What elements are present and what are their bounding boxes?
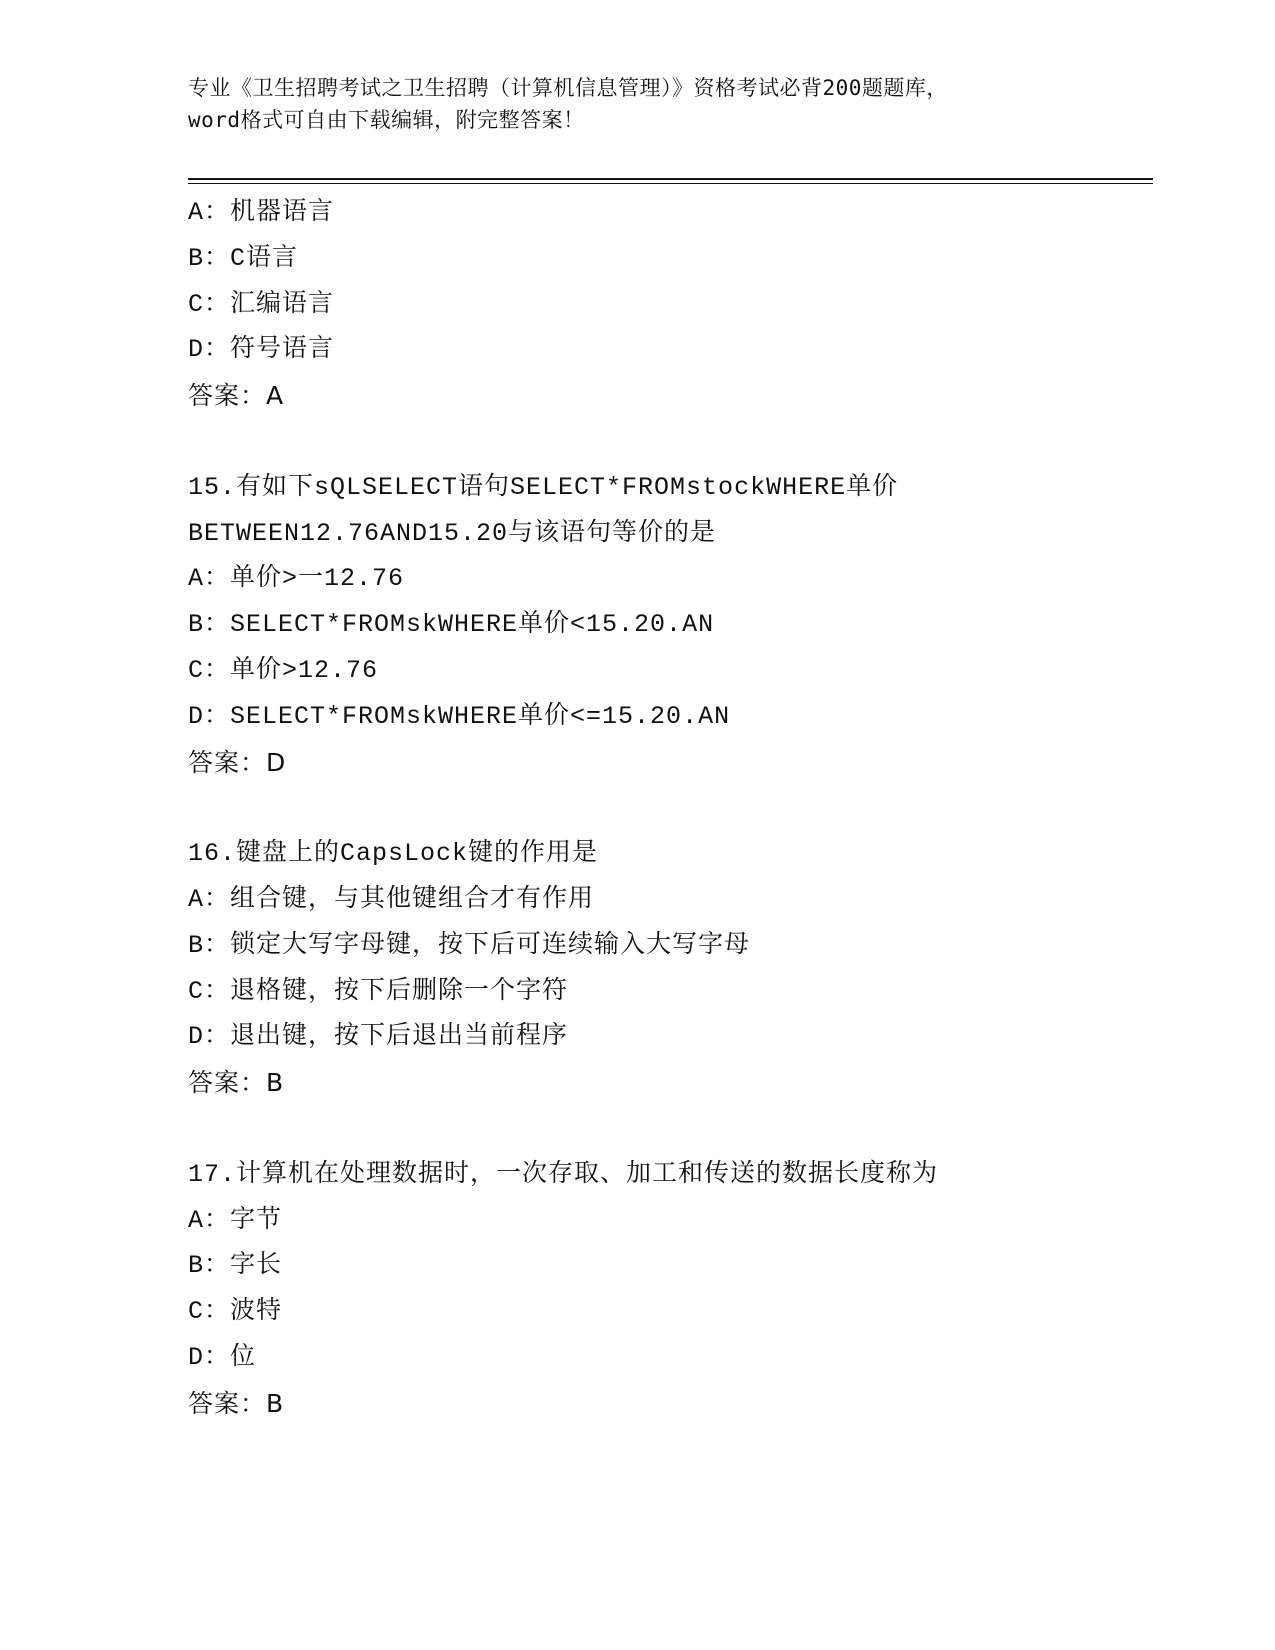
option-a: A：字节 [188,1205,283,1235]
option-c: C：退格键，按下后删除一个字符 [188,976,569,1006]
spacer [188,785,1153,831]
option-d: D：位 [188,1342,257,1372]
option-c: C：波特 [188,1297,283,1327]
option-a: A：组合键，与其他键组合才有作用 [188,884,595,914]
question-17 [188,1152,1153,1427]
option-d: D：退出键，按下后退出当前程序 [188,1022,569,1052]
header-line-1: 专业《卫生招聘考试之卫生招聘（计算机信息管理）》资格考试必背200题题库， [188,76,948,100]
question-fragment [188,190,1153,419]
question-stem-line-2: BETWEEN12.76AND15.20与该语句等价的是 [188,518,717,548]
option-c: C：单价>12.76 [188,655,379,685]
option-b: B：锁定大写字母键，按下后可连续输入大写字母 [188,930,751,960]
option-a: A：机器语言 [188,198,335,227]
header-divider-thick [188,178,1153,180]
answer-line: 答案：B [188,1068,285,1098]
header-line-2: word格式可自由下载编辑，附完整答案！ [188,108,585,132]
option-d: D：符号语言 [188,335,335,365]
spacer [188,1106,1153,1152]
option-b: B：SELECT*FROMskWHERE单价<15.20.AN [188,610,715,640]
option-a: A：单价>一12.76 [188,564,405,594]
question-stem-line-1: 15.有如下sQLSELECT语句SELECT*FROMstockWHERE单价 [188,472,899,502]
answer-line: 答案：A [188,381,285,411]
question-list [188,190,1153,1427]
spacer [188,419,1153,465]
header-divider-thin [188,183,1153,184]
question-15 [188,465,1153,786]
option-b: B：C语言 [188,243,299,273]
answer-line: 答案：B [188,1388,285,1418]
question-stem-line-1: 17.计算机在处理数据时，一次存取、加工和传送的数据长度称为 [188,1159,939,1189]
answer-line: 答案：D [188,747,287,777]
question-16 [188,831,1153,1106]
option-d: D：SELECT*FROMskWHERE单价<=15.20.AN [188,701,731,731]
question-stem-line-1: 16.键盘上的CapsLock键的作用是 [188,839,599,869]
option-b: B：字长 [188,1251,283,1281]
option-c: C：汇编语言 [188,289,335,319]
document-header [188,72,1088,136]
